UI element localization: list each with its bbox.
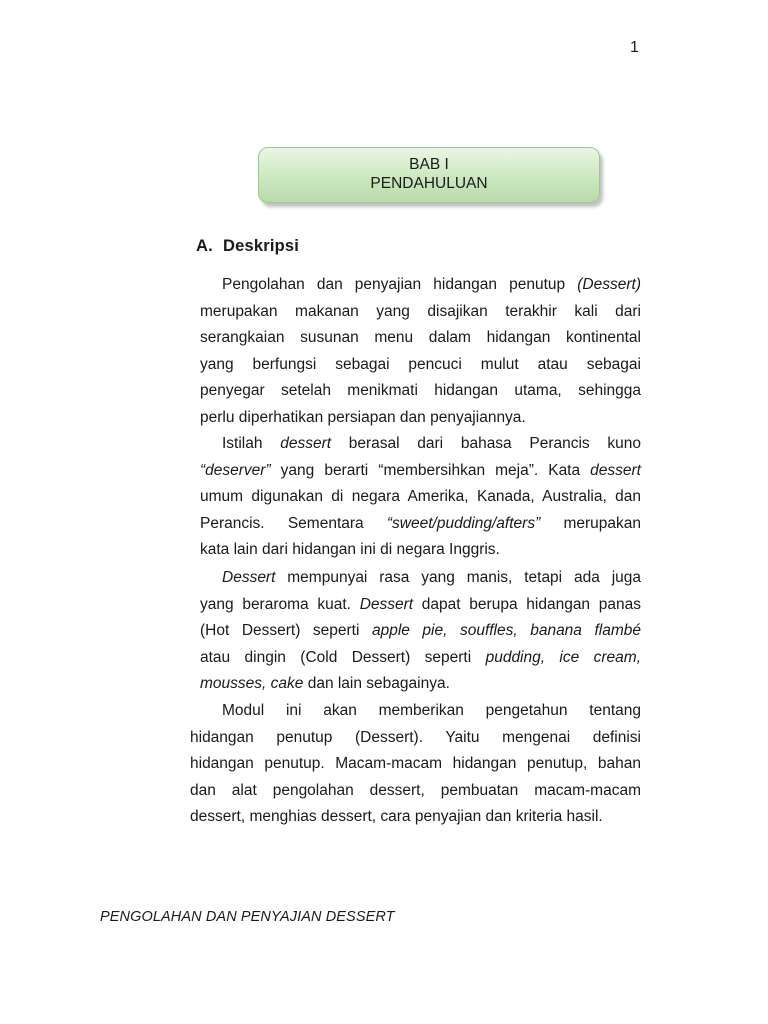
paragraph-line: Perancis. Sementara “sweet/pudding/afters” merupakan (200, 514, 641, 532)
paragraph-line: mousses, cake dan lain sebagainya. (200, 675, 450, 693)
paragraph-line: hidangan penutup. Macam-macam hidangan penutup, bahan (190, 755, 641, 773)
paragraph-line: merupakan makanan yang disajikan terakhir kali dari (200, 302, 641, 320)
paragraph-line: Dessert mempunyai rasa yang manis, tetapi ada juga (222, 569, 641, 586)
section-heading (196, 237, 299, 256)
footer-title: PENGOLAHAN DAN PENYAJIAN DESSERT (100, 909, 395, 925)
paragraph-line: dessert, menghias dessert, cara penyajian dan kriteria hasil. (190, 808, 603, 826)
paragraph-line: Pengolahan dan penyajian hidangan penutup (Dessert) (222, 276, 641, 293)
paragraph-line: kata lain dari hidangan ini di negara Inggris. (200, 541, 500, 559)
paragraph-line: yang beraroma kuat. Dessert dapat berupa hidangan panas (200, 595, 641, 613)
paragraph-line: serangkaian susunan menu dalam hidangan kontinental (200, 329, 641, 347)
paragraph-line: Istilah dessert berasal dari bahasa Perancis kuno (222, 435, 641, 452)
paragraph-line: umum digunakan di negara Amerika, Kanada, Australia, dan (200, 488, 641, 506)
paragraph-1 (200, 272, 641, 432)
chapter-label: BAB I (409, 156, 449, 173)
paragraph-line: perlu diperhatikan persiapan dan penyajiannya. (200, 408, 526, 426)
paragraph-2 (200, 431, 641, 564)
chapter-title: PENDAHULUAN (370, 175, 488, 192)
paragraph-line: atau dingin (Cold Dessert) seperti pudding, ice cream, (200, 648, 641, 666)
section-title: Deskripsi (223, 237, 300, 255)
paragraph-line: hidangan penutup (Dessert). Yaitu mengenai definisi (190, 728, 641, 746)
chapter-heading-box (258, 147, 600, 203)
paragraph-4 (190, 698, 641, 831)
paragraph-line: Modul ini akan memberikan pengetahun tentang (222, 702, 641, 719)
paragraph-line: yang berfungsi sebagai pencuci mulut atau sebagai (200, 355, 641, 373)
paragraph-line: “deserver” yang berarti “membersihkan meja”. Kata dessert (200, 461, 641, 479)
paragraph-line: (Hot Dessert) seperti apple pie, souffles, banana flambé (200, 622, 641, 640)
paragraph-3 (200, 565, 641, 698)
paragraph-line: dan alat pengolahan dessert, pembuatan macam-macam (190, 781, 641, 799)
paragraph-line: penyegar setelah menikmati hidangan utama, sehingga (200, 382, 641, 400)
page-number: 1 (630, 39, 639, 56)
section-number: A. (196, 237, 213, 255)
